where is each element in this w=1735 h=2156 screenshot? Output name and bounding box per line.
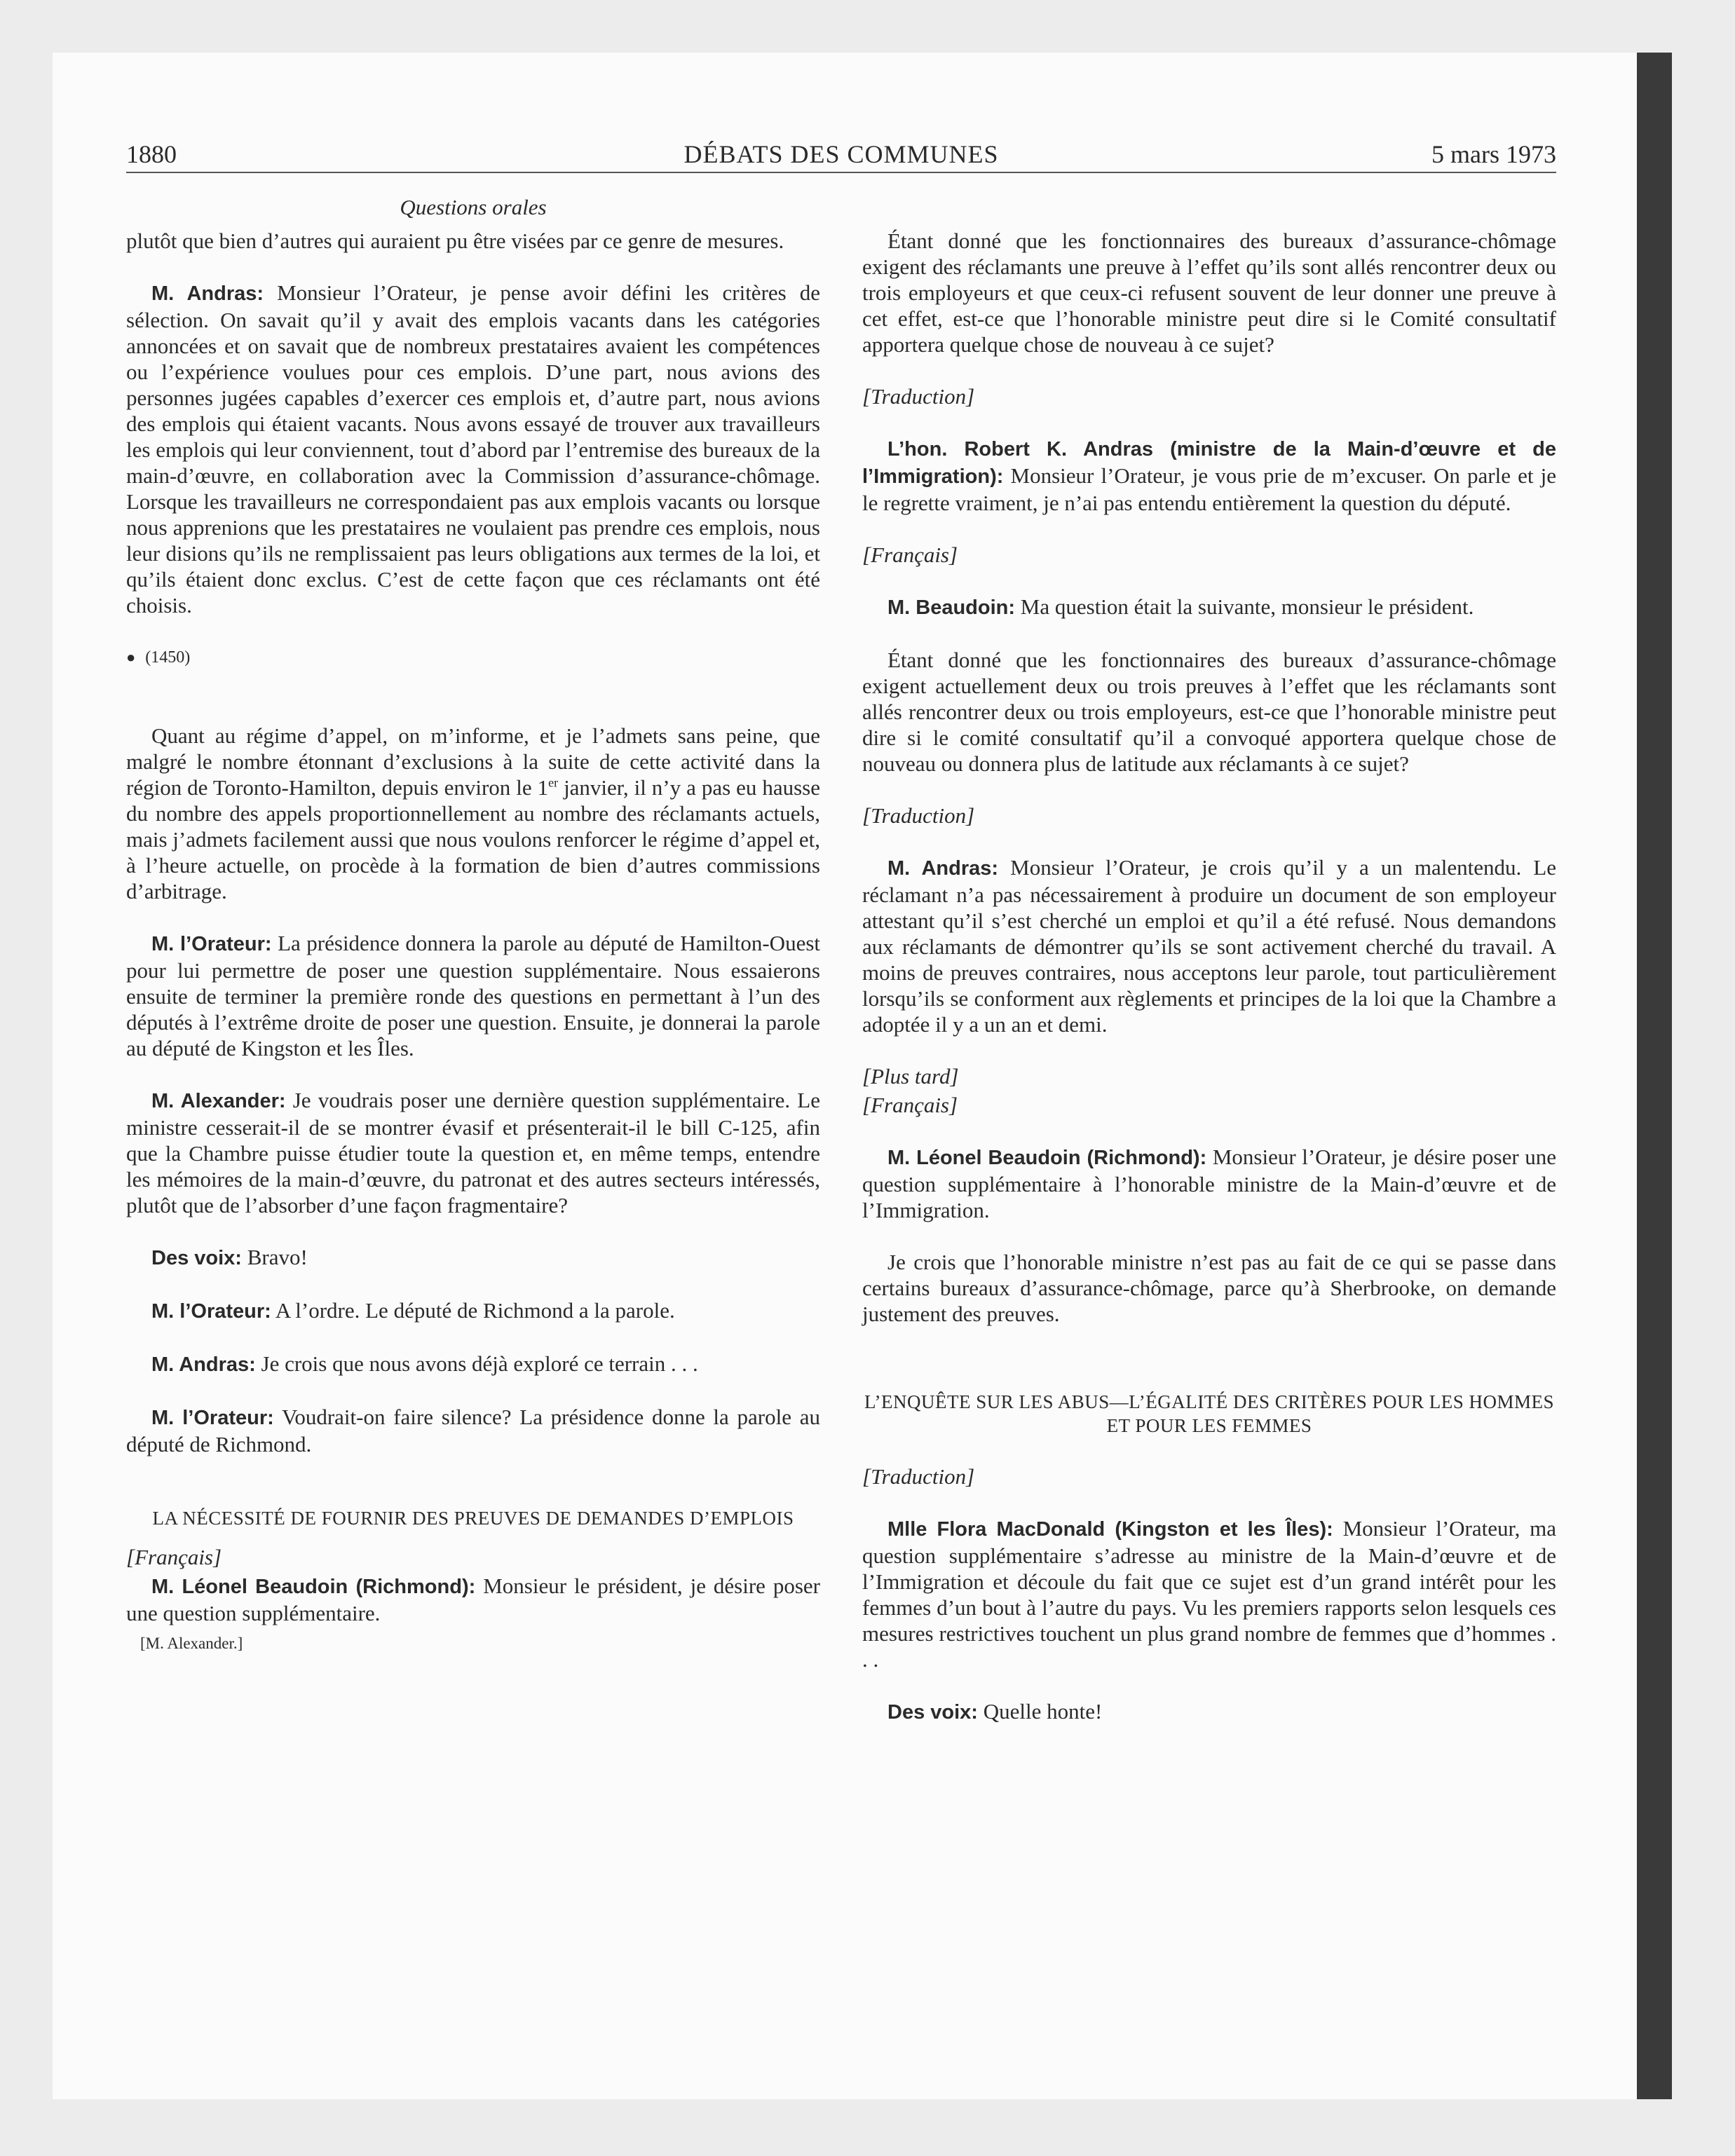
speech-text: Je voudrais poser une dernière question supplémentaire. Le ministre cesserait-il de se montrer évasif et présenterait-il le bill C-125, afin que la Chambre puisse étudier toute la question et, en même temps, entendre les mémoires de la main-d’œuvre, du patronat et des autres secteurs intéressés, plutôt que de l’absorber d’une façon fragmentaire? [126, 1088, 820, 1217]
section-heading: LA NÉCESSITÉ DE FOURNIR DES PREUVES DE DEMANDES D’EMPLOIS [152, 1508, 794, 1529]
speaker: M. Léonel Beaudoin (Richmond): [887, 1147, 1207, 1169]
speech-text: Quelle honte! [977, 1699, 1103, 1724]
speech-text: Monsieur l’Orateur, ma question supplémentaire s’adresse au ministre de la Main-d’œuvre et de l’Immigration et découle du fait que ce sujet est d’un grand intérêt pour les femmes d’un bout à l’autre du pays. Vu les premiers rapports selon lesquels ces mesures restrictives touchent un plus grand nombre de femmes que d’hommes . . . [862, 1516, 1556, 1672]
speech-text: Bravo! [241, 1245, 308, 1269]
section-heading: L’ENQUÊTE SUR LES ABUS—L’ÉGALITÉ DES CRITÈRES POUR LES HOMMES ET POUR LES FEMMES [864, 1391, 1555, 1436]
language-tag: [Traduction] [862, 1464, 975, 1489]
speech-text: Je crois que nous avons déjà exploré ce terrain . . . [255, 1351, 698, 1376]
speaker: L’hon. Robert K. Andras (ministre de la Main-d’œuvre et de l’Immigration): [862, 438, 1556, 488]
speech [126, 1573, 820, 1626]
speech [126, 1297, 820, 1325]
time-marker: ● (1450) [126, 648, 191, 667]
speech [862, 1144, 1556, 1223]
paragraph: Quant au régime d’appel, on m’informe, et je l’admets sans peine, que malgré le nombre étonnant d’exclusions à la suite de cette activité dans la région de Toronto-Hamilton, depuis environ le 1er janvier, il n’y a pas eu hausse du nombre des appels proportionnellement au nombre des réclamants actuels, mais j’admets facilement aussi que nous voulons renforcer le régime d’appel et, à l’heure actuelle, on procède à la formation de bien d’autres commissions d’arbitrage. [126, 723, 820, 903]
speaker: M. Andras: [151, 1353, 256, 1376]
footnote: [M. Alexander.] [140, 1635, 243, 1652]
language-tag: [Français] [862, 543, 958, 567]
speaker: Des voix: [887, 1701, 978, 1724]
speech [862, 1698, 1556, 1726]
paragraph: Je crois que l’honorable ministre n’est pas au fait de ce qui se passe dans certains bureaux d’assurance-chômage, parce qu’à Sherbrooke, on demande justement des preuves. [862, 1250, 1556, 1326]
language-tag: [Traduction] [862, 803, 975, 828]
language-tag: [Plus tard] [862, 1064, 959, 1089]
speech-text: A l’ordre. Le député de Richmond a la parole. [271, 1298, 675, 1323]
speaker: M. l’Orateur: [151, 1300, 271, 1323]
left-column [126, 228, 820, 1656]
speech-text: Monsieur l’Orateur, je pense avoir défini les critères de sélection. On savait qu’il y avait des emplois vacants dans les catégories annoncées et on savait que de nombreux prestataires avaient les compétences ou l’expérience voulues pour ces emplois. D’une part, nous avions des personnes jugées capables d’exercer ces emplois et, d’autre part, nous avions des emplois qui étaient vacants. Nous avons essayé de trouver aux travailleurs les emplois qui leur conviennent, tout d’abord par l’entremise des bureaux de la main-d’œuvre, en collaboration avec la Commission d’assurance-chômage. Lorsque les travailleurs ne correspondaient pas aux emplois vacants ou lorsque nous apprenions que les prestataires ne voulaient pas prendre ces emplois, nous leur disions qu’ils ne remplissaient pas leurs obligations aux termes de la loi, et qu’ils étaient donc exclus. C’est de cette façon que ces réclamants ont été choisis. [126, 280, 820, 618]
speech [126, 1404, 820, 1457]
speech [862, 1515, 1556, 1672]
speaker: M. Beaudoin: [887, 596, 1016, 619]
page-header [126, 137, 1556, 173]
section-label: Questions orales [400, 195, 547, 219]
speech-text: Monsieur l’Orateur, je vous prie de m’excuser. On parle et je le regrette vraiment, je n’ai pas entendu entièrement la question du député. [862, 463, 1556, 515]
speaker: M. l’Orateur: [151, 933, 272, 955]
speech-text: Ma question était la suivante, monsieur le président. [1015, 594, 1474, 619]
scan-edge [1637, 53, 1672, 2099]
speaker: Mlle Flora MacDonald (Kingston et les Îles): [887, 1518, 1333, 1541]
page-date: 5 mars 1973 [1431, 140, 1556, 168]
page-number: 1880 [126, 140, 177, 168]
speech-text: Voudrait-on faire silence? La présidence donne la parole au député de Richmond. [126, 1405, 820, 1456]
paragraph: Étant donné que les fonctionnaires des bureaux d’assurance-chômage exigent actuellement deux ou trois preuves à l’effet que les réclamants sont allés rencontrer deux ou trois employeurs, est-ce que l’honorable ministre peut dire si le comité consultatif qu’il a convoqué apportera quelque chose de nouveau ou donnera plus de latitude aux réclamants à ce sujet? [862, 648, 1556, 776]
right-column [862, 228, 1556, 1752]
speech-text: La présidence donnera la parole au député de Hamilton-Ouest pour lui permettre de poser une question supplémentaire. Nous essaierons ensuite de terminer la première ronde des questions en permettant à l’un des députés à l’extrême droite de poser une question. Ensuite, je donnerai la parole au député de Kingston et les Îles. [126, 931, 820, 1060]
speaker: M. Léonel Beaudoin (Richmond): [151, 1576, 476, 1598]
speech [126, 1087, 820, 1218]
speech [862, 854, 1556, 1037]
language-tag: [Traduction] [862, 384, 975, 409]
speech-text: Monsieur l’Orateur, je désire poser une question supplémentaire à l’honorable ministre de la Main-d’œuvre et de l’Immigration. [862, 1145, 1557, 1222]
speech [126, 1351, 820, 1378]
language-tag: [Français] [126, 1545, 222, 1569]
bullet-icon: ● [126, 648, 136, 666]
speaker: Des voix: [151, 1247, 242, 1269]
speaker: M. l’Orateur: [151, 1407, 274, 1429]
page-title: DÉBATS DES COMMUNES [683, 140, 999, 168]
language-tag: [Français] [862, 1093, 958, 1117]
paragraph: plutôt que bien d’autres qui auraient pu être visées par ce genre de mesures. [126, 228, 784, 253]
paragraph: Étant donné que les fonctionnaires des bureaux d’assurance-chômage exigent des réclamants une preuve à l’effet qu’ils sont allés rencontrer deux ou trois employeurs et que ceux-ci refusent souvent de leur donner une preuve à cet effet, est-ce que l’honorable ministre peut dire si le Comité consultatif apportera quelque chose de nouveau à ce sujet? [862, 228, 1556, 357]
speech [126, 930, 820, 1061]
speech-text: Monsieur l’Orateur, je crois qu’il y a un malentendu. Le réclamant n’a pas nécessairement à produire un document de son employeur attestant qu’il s’est cherché un emploi et qu’il a été refusé. Nous demandons aux réclamants de démontrer qu’ils se sont activement cherché du travail. A moins de preuves contraires, nous acceptons leur parole, tout particulièrement lorsqu’ils se conforment aux règlements et principes de la loi que la Chambre a adoptée il y a un an et demi. [862, 855, 1556, 1037]
speaker: M. Alexander: [151, 1090, 286, 1112]
speech [126, 1244, 820, 1271]
speaker: M. Andras: [887, 857, 999, 880]
speech [862, 594, 1556, 621]
speech [126, 280, 820, 618]
speech [862, 435, 1556, 516]
speech-text: Monsieur le président, je désire poser une question supplémentaire. [126, 1574, 820, 1625]
speaker: M. Andras: [151, 282, 264, 305]
